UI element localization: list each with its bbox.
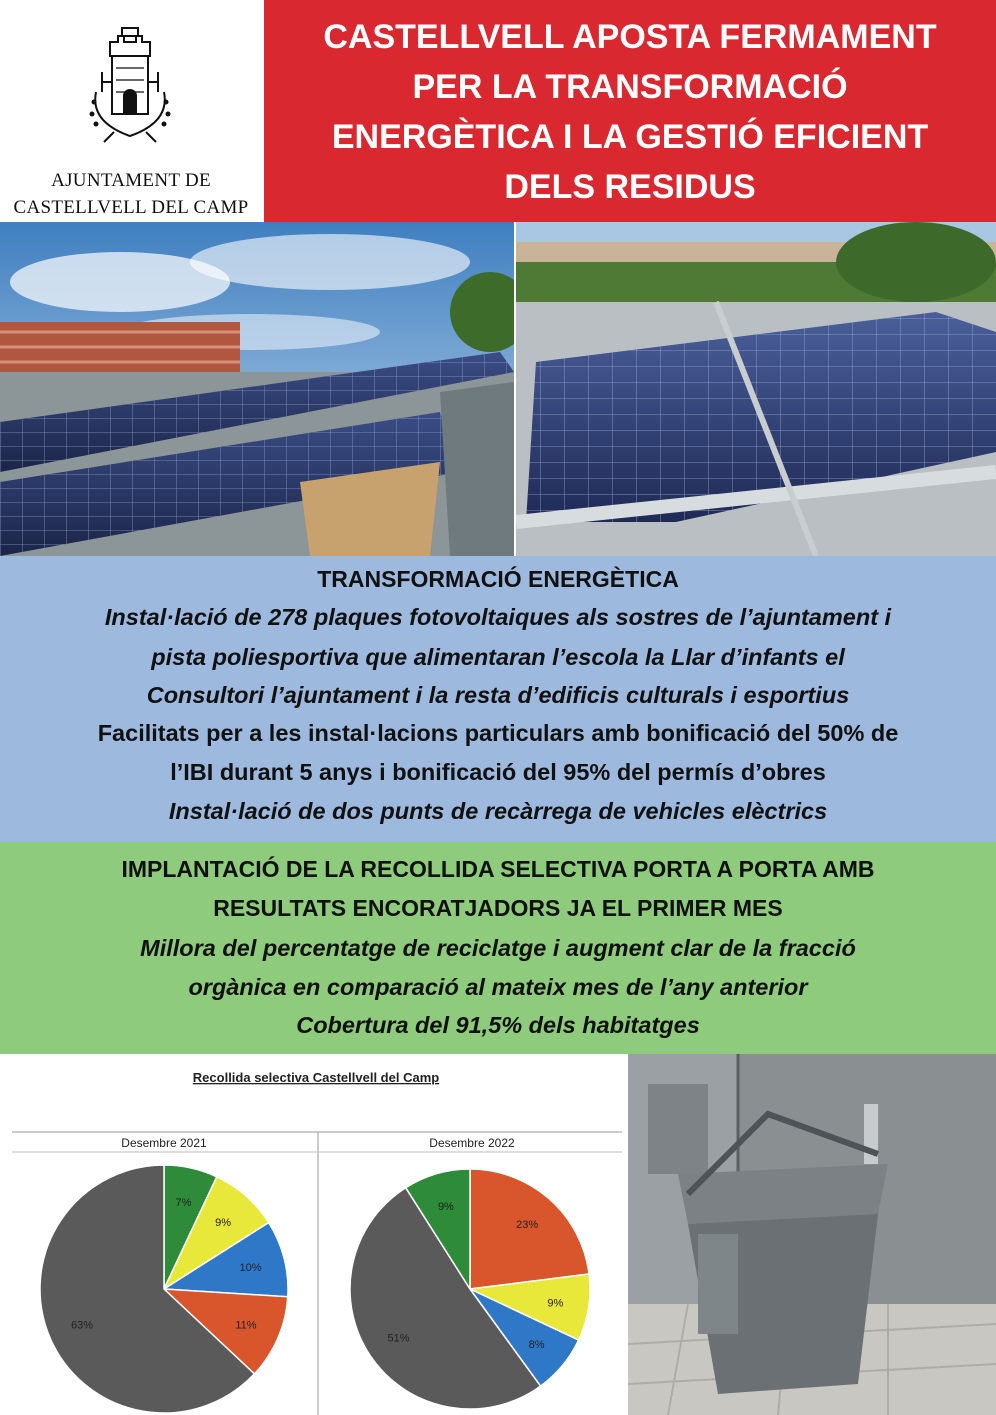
energy-line: Facilitats per a les instal·lacions particulars amb bonificació del 50% de — [97, 720, 899, 746]
pie-charts — [0, 1054, 626, 1415]
waste-line: Cobertura del 91,5% dels habitatges — [296, 1012, 700, 1038]
pie-2022 — [350, 1169, 590, 1409]
title-line: DELS RESIDUS — [504, 168, 756, 206]
chart-subtitle-2021: Desembre 2021 — [121, 1136, 207, 1150]
logo-text-line1: AJUNTAMENT DE — [51, 170, 211, 191]
title-line: PER LA TRANSFORMACIÓ — [412, 68, 848, 106]
pie-2021-slice-label-0: 7% — [175, 1196, 192, 1209]
pie-2022-slice-label-0: 23% — [516, 1219, 539, 1232]
title-line: CASTELLVELL APOSTA FERMAMENT — [323, 18, 937, 56]
waste-line: orgànica en comparació al mateix mes de l’any anterior — [188, 974, 808, 1000]
organic-bin-photo — [628, 1054, 996, 1415]
main-title — [264, 12, 996, 212]
energy-heading: TRANSFORMACIÓ ENERGÈTICA — [317, 566, 679, 592]
energy-line: Instal·lació de dos punts de recàrrega de vehicles elèctrics — [168, 798, 828, 824]
title-line: ENERGÈTICA I LA GESTIÓ EFICIENT — [331, 118, 929, 156]
energy-line: Consultori l’ajuntament i la resta d’edificis culturals i esportius — [146, 682, 850, 708]
pie-2022-slice-label-2: 8% — [528, 1339, 545, 1352]
pie-2021-slice-label-4: 63% — [71, 1319, 94, 1332]
waste-line: Millora del percentatge de reciclatge i augment clar de la fracció — [140, 935, 856, 961]
pie-2021-slice-label-2: 10% — [239, 1261, 262, 1274]
energy-line: pista poliesportiva que alimentaran l’escola la Llar d’infants el — [151, 644, 845, 670]
pie-2022-slice-label-4: 9% — [437, 1201, 454, 1214]
energy-line: Instal·lació de 278 plaques fotovoltaiques als sostres de l’ajuntament i — [104, 604, 892, 630]
pie-2021-slice-label-1: 9% — [215, 1217, 231, 1230]
pie-2022-slice-label-1: 9% — [547, 1297, 564, 1310]
pie-2021-slice-label-3: 11% — [235, 1319, 257, 1332]
waste-heading-line: IMPLANTACIÓ DE LA RECOLLIDA SELECTIVA PORTA A PORTA AMB — [121, 856, 875, 882]
energy-line: l’IBI durant 5 anys i bonificació del 95% del permís d’obres — [170, 759, 826, 785]
solar-roof-photo-right — [516, 222, 996, 556]
chart-title: Recollida selectiva Castellvell del Camp — [192, 1070, 440, 1085]
pie-2022-slice-label-3: 51% — [387, 1332, 410, 1345]
pie-2021 — [40, 1165, 288, 1413]
municipal-crest-icon — [88, 22, 172, 150]
logo-text-line2: CASTELLVELL DEL CAMP — [13, 197, 249, 218]
solar-roof-photo-left — [0, 222, 514, 556]
chart-subtitle-2022: Desembre 2022 — [429, 1136, 515, 1150]
waste-heading-line: RESULTATS ENCORATJADORS JA EL PRIMER MES — [213, 895, 783, 921]
